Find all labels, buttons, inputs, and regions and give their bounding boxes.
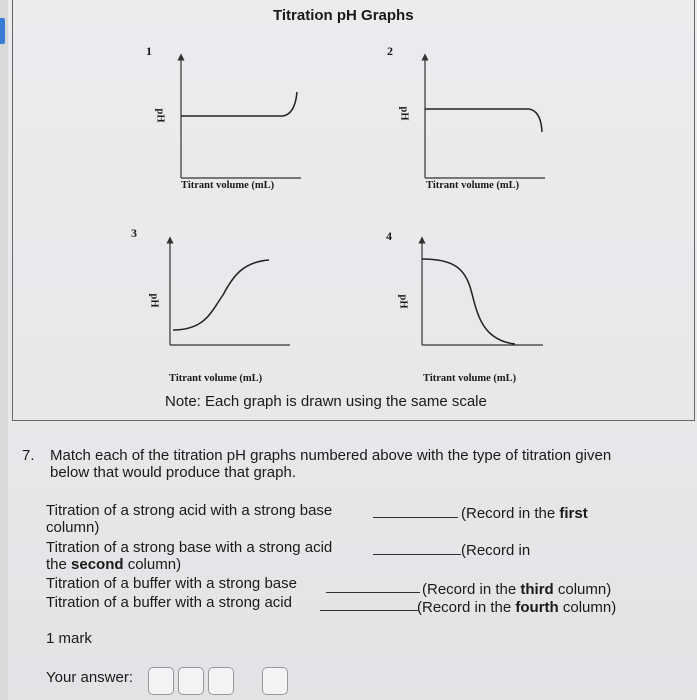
graph-3-ylabel: pH bbox=[148, 293, 160, 308]
graph-4-curve bbox=[422, 259, 515, 344]
graph-3-xlabel: Titrant volume (mL) bbox=[169, 373, 263, 384]
item-3-text: Titration of a buffer with a strong base bbox=[46, 575, 297, 592]
window-edge bbox=[0, 0, 8, 700]
item-1-record: (Record in the first bbox=[461, 505, 588, 522]
item-4-blank bbox=[320, 610, 418, 611]
item-3-record: (Record in the third column) bbox=[422, 581, 612, 598]
item-2-blank bbox=[373, 554, 461, 555]
item-1-text-cont: column) bbox=[46, 519, 100, 536]
titration-figure bbox=[12, 0, 695, 421]
graph-1-number: 1 bbox=[146, 44, 152, 58]
figure-note: Note: Each graph is drawn using the same scale bbox=[165, 393, 487, 410]
graph-plots bbox=[13, 0, 696, 421]
window-tab-indicator bbox=[0, 18, 5, 44]
marks-label: 1 mark bbox=[46, 630, 92, 647]
answer-box-2[interactable] bbox=[178, 667, 204, 695]
graph-3-number: 3 bbox=[131, 226, 137, 240]
graph-2-curve bbox=[425, 109, 542, 132]
graph-2-ylabel: pH bbox=[398, 106, 410, 121]
question-page bbox=[8, 0, 697, 700]
graph-1-curve bbox=[181, 92, 297, 116]
graph-2 bbox=[425, 57, 545, 178]
answer-box-4[interactable] bbox=[262, 667, 288, 695]
answer-box-3[interactable] bbox=[208, 667, 234, 695]
graph-1-xlabel: Titrant volume (mL) bbox=[181, 180, 275, 191]
question-number: 7. bbox=[22, 447, 35, 464]
item-3-blank bbox=[326, 592, 420, 593]
item-4-record: (Record in the fourth column) bbox=[417, 599, 617, 616]
graph-1-ylabel: pH bbox=[154, 108, 166, 123]
item-4-text: Titration of a buffer with a strong acid bbox=[46, 594, 292, 611]
question-prompt: Match each of the titration pH graphs numbered above with the type of titration given below that would produce that graph. bbox=[50, 447, 612, 481]
graph-4-ylabel: pH bbox=[397, 294, 409, 309]
item-2-record: (Record in bbox=[461, 542, 531, 559]
graph-3-curve bbox=[173, 260, 269, 330]
graph-2-xlabel: Titrant volume (mL) bbox=[426, 180, 520, 191]
graph-4-number: 4 bbox=[386, 229, 392, 243]
item-1-text: Titration of a strong acid with a strong base bbox=[46, 502, 333, 519]
item-2-text: Titration of a strong base with a strong acid bbox=[46, 539, 333, 556]
graph-4-xlabel: Titrant volume (mL) bbox=[423, 373, 517, 384]
item-2-text-cont: the second column) bbox=[46, 556, 182, 573]
your-answer-label: Your answer: bbox=[46, 669, 133, 686]
graph-2-number: 2 bbox=[387, 44, 393, 58]
item-1-blank bbox=[373, 517, 458, 518]
figure-title: Titration pH Graphs bbox=[273, 7, 414, 24]
answer-box-1[interactable] bbox=[148, 667, 174, 695]
graph-3 bbox=[170, 240, 290, 345]
graph-4 bbox=[422, 240, 543, 345]
graph-1 bbox=[181, 57, 301, 178]
